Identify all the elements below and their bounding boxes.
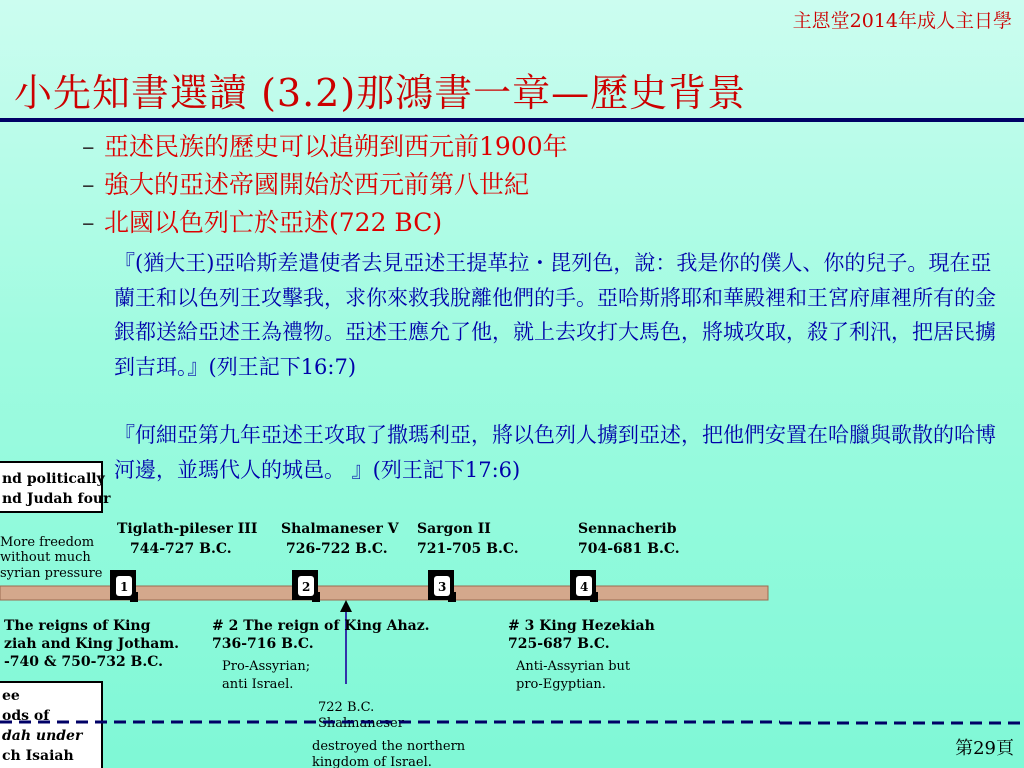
page-number: 第29頁 [955,738,1014,759]
bullet-list [82,130,568,244]
bullet-item [82,206,568,244]
svg-text:3: 3 [438,580,447,594]
king-years: 721-705 B.C. [417,541,519,557]
bullet-dash: – [82,208,95,237]
event-line: kingdom of Israel. [312,755,432,768]
event-arrow-head [340,600,352,612]
left-bottom-box-line: ee [2,688,20,704]
reign-note: Pro-Assyrian; [222,659,311,674]
reign-note: anti Israel. [222,677,294,692]
reign-line: 725-687 B.C. [508,636,610,652]
reign-line: # 3 King Hezekiah [508,618,655,634]
reign-line: 736-716 B.C. [212,636,314,652]
reign-note: Anti-Assyrian but [516,659,631,674]
event-line: destroyed the northern [312,739,466,754]
bullet-item [82,130,568,168]
left-bottom-box-line: dah under [2,728,83,744]
left-top-box-line: nd politically [2,471,105,487]
king-years: 744-727 B.C. [130,541,232,557]
king-name: Sennacherib [578,521,677,537]
left-note-line: without much [0,550,91,565]
title-underline [0,118,1024,122]
page-title: 小先知書選讀 (3.2)那鴻書一章—歷史背景 [14,71,747,115]
bullet-dash: – [82,170,95,199]
assyrian-kings-timeline-image [0,460,780,768]
king-4-hand-icon [570,570,598,602]
bullet-text: 北國以色列亡於亞述(722 BC) [104,208,443,237]
reign-line: # 2 The reign of King Ahaz. [212,618,430,634]
header-note: 主恩堂2014年成人主日學 [792,10,1012,32]
reign-line: -740 & 750-732 B.C. [4,654,164,670]
king-2-hand-icon [292,570,320,602]
scripture-quote-2kings-16-7: 『(猶大王)亞哈斯差遣使者去見亞述王提革拉・毘列色，說：我是你的僕人、你的兒子。現在亞蘭王和以色列王攻擊我，求你來救我脫離他們的手。亞哈斯將耶和華殿裡和王宮府庫裡所有的金銀都送給亞述王為禮物。亞述王應允了他，就上去攻打大馬色，將城攻取，殺了利汛，把居民擄到吉珥。』(列王記下16:7) [114,251,996,379]
king-3-hand-icon [428,570,456,602]
king-name: Shalmaneser V [281,521,399,537]
king-name: Sargon II [417,521,491,537]
bullet-text: 強大的亞述帝國開始於西元前第八世紀 [104,170,530,199]
left-top-box-line: nd Judah four [2,491,111,507]
left-note-line: More freedom [0,535,95,550]
event-line: Shalmaneser [318,716,404,731]
svg-text:4: 4 [580,580,589,594]
reign-line: ziah and King Jotham. [4,636,179,652]
bullet-item [82,168,568,206]
left-bottom-box-line: ods of [2,708,50,724]
left-note-line: syrian pressure [0,566,103,581]
bullet-text: 亞述民族的歷史可以追朔到西元前1900年 [104,132,568,161]
reign-note: pro-Egyptian. [516,677,606,692]
king-1-hand-icon [110,570,138,602]
king-name: Tiglath-pileser III [117,521,258,537]
king-years: 704-681 B.C. [578,541,680,557]
event-line: 722 B.C. [318,700,375,715]
scripture-quote-2kings-17-6: 『何細亞第九年亞述王攻取了撒瑪利亞，將以色列人擄到亞述，把他們安置在哈臘與歌散的哈博河邊，並瑪代人的城邑。 』(列王記下17:6) [114,423,996,482]
reign-line: The reigns of King [4,618,151,634]
left-bottom-box-line: ch Isaiah [2,748,74,764]
bullet-dash: – [82,132,95,161]
king-years: 726-722 B.C. [286,541,388,557]
svg-text:1: 1 [120,580,129,594]
dashed-divider-right [780,720,1024,726]
svg-text:2: 2 [302,580,311,594]
